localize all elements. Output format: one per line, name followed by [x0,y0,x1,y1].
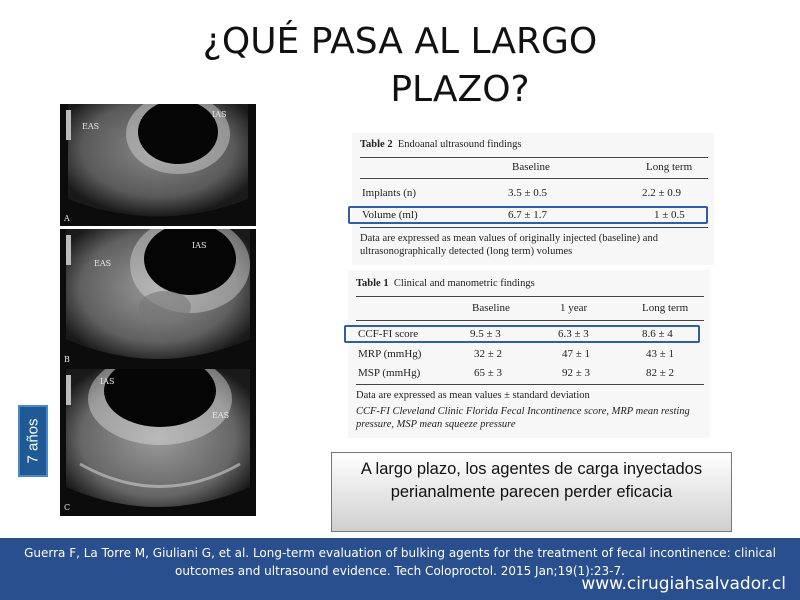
table-2-header-baseline: Baseline [512,161,550,173]
table-1-cell: 92 ± 3 [562,367,591,379]
table-1-cell: 82 ± 2 [646,367,675,379]
table-2-note: Data are expressed as mean values of originally injected (baseline) and ultrasonographically detected (long term) volumes [360,233,658,257]
table-1-caption: Table 1 Clinical and manometric findings [356,278,535,289]
conclusion-callout: A largo plazo, los agentes de carga inyectados perianalmente parecen perder eficacia [331,452,732,532]
panel-label: A [64,214,70,223]
ccf-fi-row-highlight [344,325,700,343]
citation-line-1: Guerra F, La Torre M, Giuliani G, et al. Long-term evaluation of bulking agents for the treatment of fecal incontinence: clinical [24,546,776,560]
citation-line-2: outcomes and ultrasound evidence. Tech Coloproctol. 2015 Jan;19(1):23-7. [175,564,625,578]
table-1-cell: 8.6 ± 4 [642,328,673,340]
table-1-note-2: CCF-FI Cleveland Clinic Florida Fecal Incontinence score, MRP mean resting pressure, MSP mean squeeze pressure [356,406,690,430]
table-2 [352,133,714,265]
eas-label: EAS [82,122,100,131]
volume-row-highlight [348,206,708,224]
ultrasound-image-a [60,104,256,226]
table-1-cell: 65 ± 3 [474,367,503,379]
table-1-header-1-year: 1 year [560,302,588,314]
panel-label: C [64,503,71,512]
ultrasound-image-c [60,369,256,516]
ultrasound-image-b [60,229,256,369]
ias-label: IAS [192,241,207,250]
table-2-cell: 3.5 ± 0.5 [508,187,548,199]
table-1 [348,270,710,438]
table-2-cell: 6.7 ± 1.7 [508,209,548,221]
years-badge [18,405,48,477]
eas-label: EAS [212,411,230,420]
table-1-cell: 43 ± 1 [646,348,675,360]
table-2-row-label: Volume (ml) [362,209,418,221]
eas-label: EAS [94,259,112,268]
table-1-cell: 32 ± 2 [474,348,503,360]
table-1-cell: 47 ± 1 [562,348,591,360]
table-1-row-label: MSP (mmHg) [358,367,421,379]
table-2-row-label: Implants (n) [362,187,417,199]
website-url: www.cirugiahsalvador.cl [581,574,786,594]
title-line-2: PLAZO? [390,69,530,110]
ias-label: IAS [100,377,115,386]
table-1-row-label: CCF-FI score [358,328,419,340]
ias-label: IAS [212,110,227,119]
panel-label: B [64,355,70,364]
table-1-cell: 9.5 ± 3 [470,328,501,340]
table-1-note-1: Data are expressed as mean values ± standard deviation [356,390,590,401]
years-label: 7 años [24,418,42,464]
table-2-cell: 2.2 ± 0.9 [642,187,682,199]
table-2-caption: Table 2 Endoanal ultrasound findings [360,139,522,150]
table-2-header-long-term: Long term [646,161,693,173]
table-1-row-label: MRP (mmHg) [358,348,422,360]
footer-bar [0,538,800,600]
slide-title [150,18,650,114]
table-1-cell: 6.3 ± 3 [558,328,589,340]
table-2-cell: 1 ± 0.5 [654,209,685,221]
title-line-1: ¿QUÉ PASA AL LARGO [202,21,598,62]
table-1-header-baseline: Baseline [472,302,510,314]
table-1-header-long-term: Long term [642,302,689,314]
